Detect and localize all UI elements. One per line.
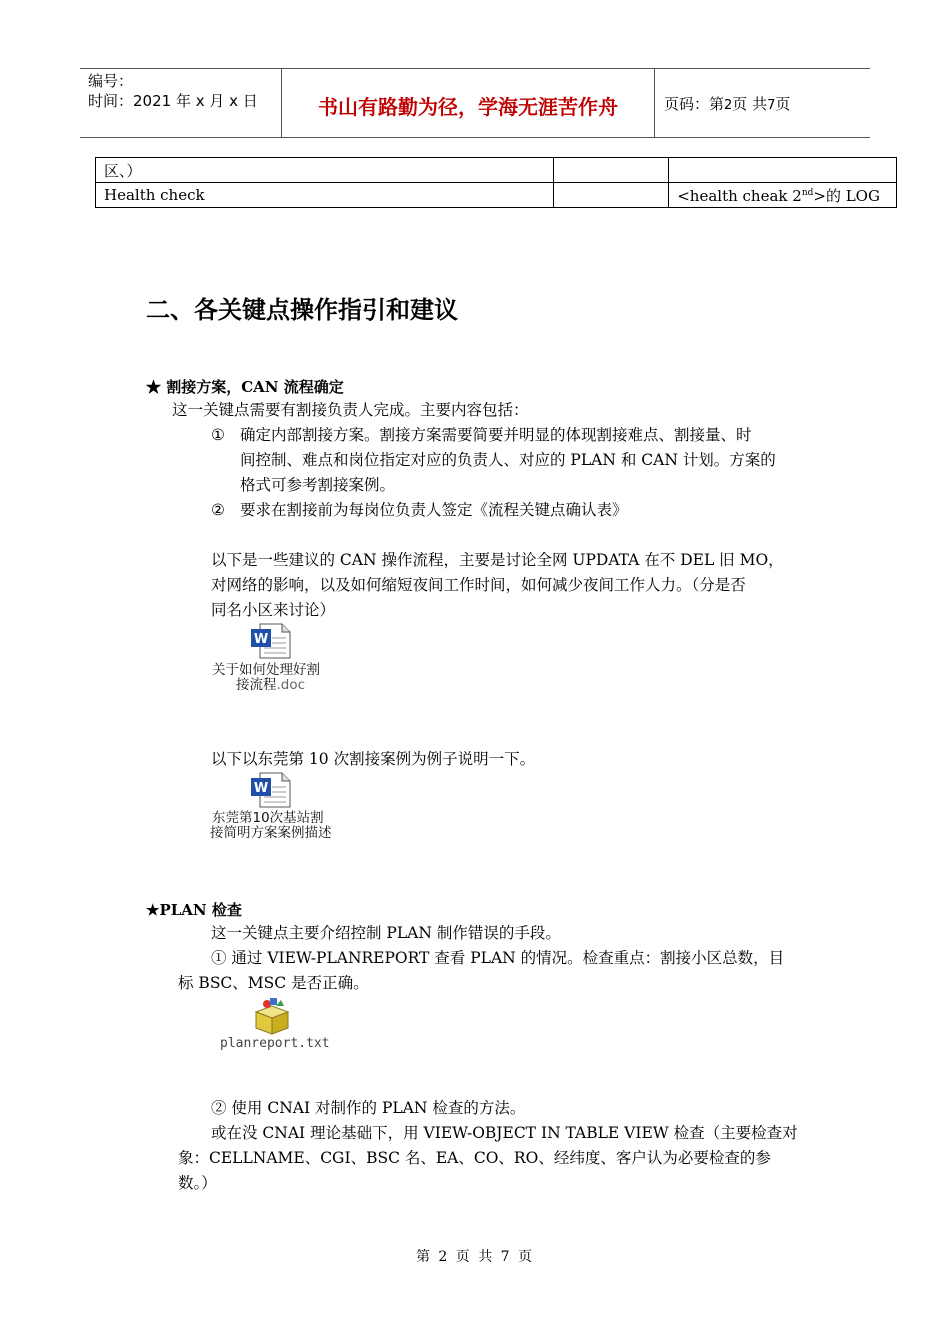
paragraph-line: 同名小区来讨论） (211, 601, 336, 619)
paragraph: 这一关键点主要介绍控制 PLAN 制作错误的手段。 (211, 924, 561, 942)
word-doc-icon (250, 771, 292, 809)
subsection-title: ★PLAN 检查 (146, 901, 242, 919)
paragraph: 以下以东莞第 10 次割接案例为例子说明一下。 (211, 750, 536, 768)
table-cell: <health cheak 2nd>的 LOG (669, 183, 897, 208)
paragraph-line: 以下是一些建议的 CAN 操作流程，主要是讨论全网 UPDATA 在不 DEL 旧 MO， (211, 551, 784, 569)
serial-label: 编号： (88, 72, 134, 90)
embedded-doc-2[interactable] (250, 771, 292, 813)
table-row (96, 183, 897, 208)
log-table (95, 157, 897, 208)
file-name: 东莞第10次基站割 (212, 810, 324, 826)
list-item-line: 要求在割接前为每岗位负责人签定《流程关键点确认表》 (240, 501, 628, 519)
paragraph-line: 或在没 CNAI 理论基础下，用 VIEW-OBJECT IN TABLE VIEW 检查（主要检查对 (211, 1124, 798, 1142)
list-item-line: 格式可参考割接案例。 (240, 476, 396, 494)
table-cell (554, 183, 669, 208)
header-meta (88, 71, 258, 111)
paragraph: ② 使用 CNAI 对制作的 PLAN 检查的方法。 (211, 1099, 526, 1117)
list-item-line: 确定内部割接方案。割接方案需要简要并明显的体现割接难点、割接量、时 (240, 426, 752, 444)
svg-text:W: W (253, 781, 269, 796)
paragraph-line: ① 通过 VIEW-PLANREPORT 查看 PLAN 的情况。检查重点：割接小区总数，目 (211, 949, 785, 967)
page-header (80, 68, 870, 138)
paragraph-line: 数。） (178, 1174, 217, 1192)
header-divider (654, 69, 655, 137)
header-page-number: 页码：第2页 共7页 (664, 95, 791, 113)
file-name: 关于如何处理好割 (212, 662, 320, 678)
table-cell (554, 158, 669, 183)
svg-text:W: W (253, 632, 269, 647)
paragraph-line: 象：CELLNAME、CGI、BSC 名、EA、CO、RO、经纬度、客户认为必要检查的参 (178, 1149, 771, 1167)
table-cell: Health check (96, 183, 554, 208)
page-footer: 第 2 页 共 7 页 (415, 1249, 535, 1265)
date-label: 时间：2021 年 x 月 x 日 (88, 92, 258, 110)
table-row (96, 158, 897, 183)
paragraph: 这一关键点需要有割接负责人完成。主要内容包括： (172, 401, 529, 419)
file-name: 接简明方案案例描述 (210, 825, 332, 841)
table-cell (669, 158, 897, 183)
file-name: planreport.txt (220, 1036, 330, 1051)
subsection-title: ★ 割接方案，CAN 流程确定 (146, 378, 344, 396)
list-marker: ① (211, 426, 225, 444)
paragraph-line: 对网络的影响，以及如何缩短夜间工作时间，如何减少夜间工作人力。（分是否 (211, 576, 746, 594)
paragraph-line: 标 BSC、MSC 是否正确。 (178, 974, 369, 992)
list-marker: ② (211, 501, 225, 519)
package-icon (250, 996, 292, 1036)
section-heading: 二、各关键点操作指引和建议 (146, 296, 458, 324)
file-name: 接流程.doc (236, 677, 306, 693)
header-motto: 书山有路勤为径，学海无涯苦作舟 (318, 95, 618, 119)
table-cell: 区、） (96, 158, 554, 183)
list-item-line: 间控制、难点和岗位指定对应的负责人、对应的 PLAN 和 CAN 计划。方案的 (240, 451, 776, 469)
embedded-doc-1[interactable] (250, 622, 292, 664)
embedded-txt[interactable] (250, 996, 292, 1040)
word-doc-icon (250, 622, 292, 660)
